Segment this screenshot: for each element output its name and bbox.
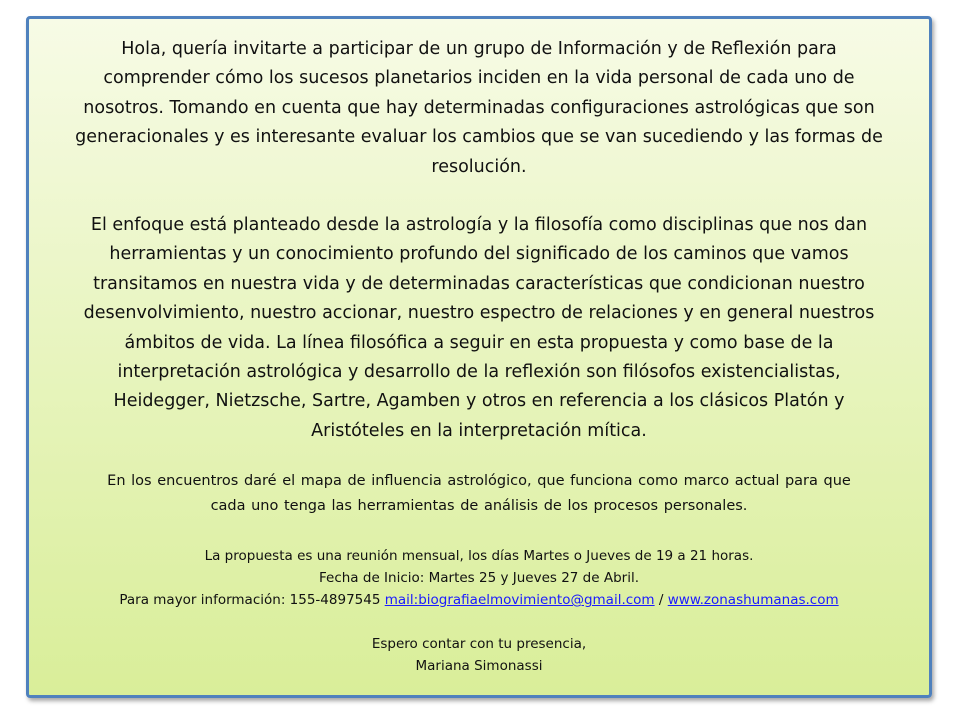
text-line: desenvolvimiento, nuestro accionar, nuestro espectro de relaciones y en general nuestros <box>83 303 875 324</box>
start-date-line: Fecha de Inicio: Martes 25 y Jueves 27 de Abril. <box>319 570 639 586</box>
info-block <box>39 545 919 611</box>
text-line: transitamos en nuestra vida y de determinadas características que condicionan nuestro <box>93 273 865 294</box>
email-link[interactable]: mail:biografiaelmovimiento@gmail.com <box>384 592 655 608</box>
text-line: resolución. <box>431 156 527 177</box>
text-line: nosotros. Tomando en cuenta que hay determinadas configuraciones astrológicas que son <box>83 97 875 118</box>
website-link[interactable]: www.zonashumanas.com <box>667 592 839 608</box>
link-separator: / <box>654 592 668 608</box>
text-line: Heidegger, Nietzsche, Sartre, Agamben y otros en referencia a los clásicos Platón y <box>113 391 845 412</box>
contact-line <box>39 589 919 611</box>
text-line: El enfoque está planteado desde la astrología y la filosofía como disciplinas que nos dan <box>90 215 868 235</box>
paragraph-approach <box>39 211 919 446</box>
paragraph-intro <box>39 35 919 182</box>
text-line: herramientas y un conocimiento profundo del significado de los caminos que vamos <box>109 244 849 265</box>
paragraph-meetings <box>39 469 919 519</box>
closing-line: Espero contar con tu presencia, <box>371 636 587 652</box>
contact-prefix: Para mayor información: 155-4897545 <box>119 592 385 608</box>
text-line: cada uno tenga las herramientas de análisis de los procesos personales. <box>210 498 748 514</box>
closing-block <box>39 633 919 677</box>
schedule-line: La propuesta es una reunión mensual, los días Martes o Jueves de 19 a 21 horas. <box>204 548 754 564</box>
text-line: En los encuentros daré el mapa de influencia astrológico, que funciona como marco actual para que <box>107 473 851 489</box>
text-line: ámbitos de vida. La línea filosófica a seguir en esta propuesta y como base de la <box>124 332 834 353</box>
text-line: comprender cómo los sucesos planetarios inciden en la vida personal de cada uno de <box>103 68 855 89</box>
text-line: generacionales y es interesante evaluar los cambios que se van sucediendo y las formas de <box>75 127 883 148</box>
invitation-panel <box>26 16 932 698</box>
signature: Mariana Simonassi <box>415 658 543 674</box>
text-line: Hola, quería invitarte a participar de un grupo de Información y de Reflexión para <box>121 39 837 59</box>
text-line: Aristóteles en la interpretación mítica. <box>311 420 647 441</box>
text-line: interpretación astrológica y desarrollo de la reflexión son filósofos existencialistas, <box>117 362 841 383</box>
